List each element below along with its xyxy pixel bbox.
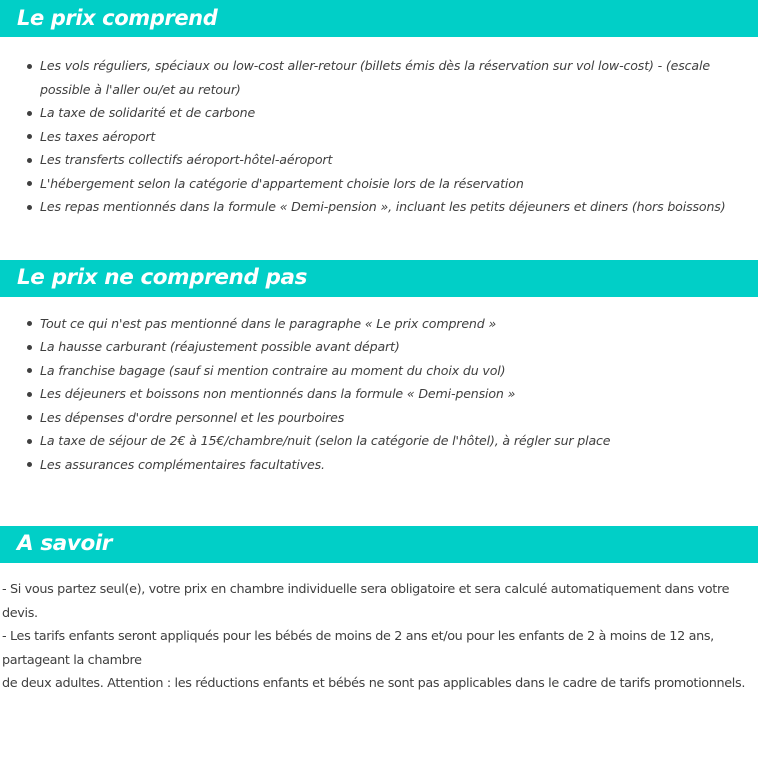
note-line: - Si vous partez seul(e), votre prix en chambre individuelle sera obligatoire et sera calculé automatiquement dans votre [2, 582, 730, 597]
section-header-le-prix-comprend [0, 0, 758, 37]
section-header-le-prix-ne-comprend-pas [0, 260, 758, 297]
a-savoir-note-block [0, 563, 758, 696]
list-item: Les taxes aéroport [0, 125, 758, 149]
note-line: partageant la chambre [2, 652, 142, 668]
list-item: La franchise bagage (sauf si mention contraire au moment du choix du vol) [0, 359, 758, 383]
list-item: Les transferts collectifs aéroport-hôtel-aéroport [0, 148, 758, 172]
excluded-list [0, 297, 758, 477]
section-header-a-savoir [0, 526, 758, 563]
list-item: Tout ce qui n'est pas mentionné dans le paragraphe « Le prix comprend » [0, 312, 758, 336]
list-item: Les dépenses d'ordre personnel et les pourboires [0, 406, 758, 430]
list-item: La taxe de solidarité et de carbone [0, 101, 758, 125]
section-spacer [0, 476, 758, 526]
section-spacer [0, 219, 758, 260]
section-title-text: Le prix comprend [17, 6, 218, 30]
list-item: Les vols réguliers, spéciaux ou low-cost aller-retour (billets émis dès la réservation sur vol low-cost) - (escale possible à l'aller ou/et au retour) [0, 54, 758, 101]
list-item: Les repas mentionnés dans la formule « Demi-pension », incluant les petits déjeuners et diners (hors boissons) [0, 195, 758, 219]
note-line: devis. [2, 605, 38, 621]
list-item: La hausse carburant (réajustement possible avant départ) [0, 335, 758, 359]
list-item: La taxe de séjour de 2€ à 15€/chambre/nuit (selon la catégorie de l'hôtel), à régler sur place [0, 429, 758, 453]
section-title-text: Le prix ne comprend pas [17, 264, 308, 290]
section-title-text: A savoir [17, 531, 112, 556]
note-line: - Les tarifs enfants seront appliqués pour les bébés de moins de 2 ans et/ou pour les enfants de 2 à moins de 12 ans, [2, 629, 714, 645]
included-list [0, 37, 758, 219]
note-line: de deux adultes. Attention : les réductions enfants et bébés ne sont pas applicables dans le cadre de tarifs promotionnels. [2, 676, 746, 692]
list-item: Les assurances complémentaires facultatives. [0, 453, 758, 477]
list-item: L'hébergement selon la catégorie d'appartement choisie lors de la réservation [0, 172, 758, 196]
list-item: Les déjeuners et boissons non mentionnés dans la formule « Demi-pension » [0, 382, 758, 406]
